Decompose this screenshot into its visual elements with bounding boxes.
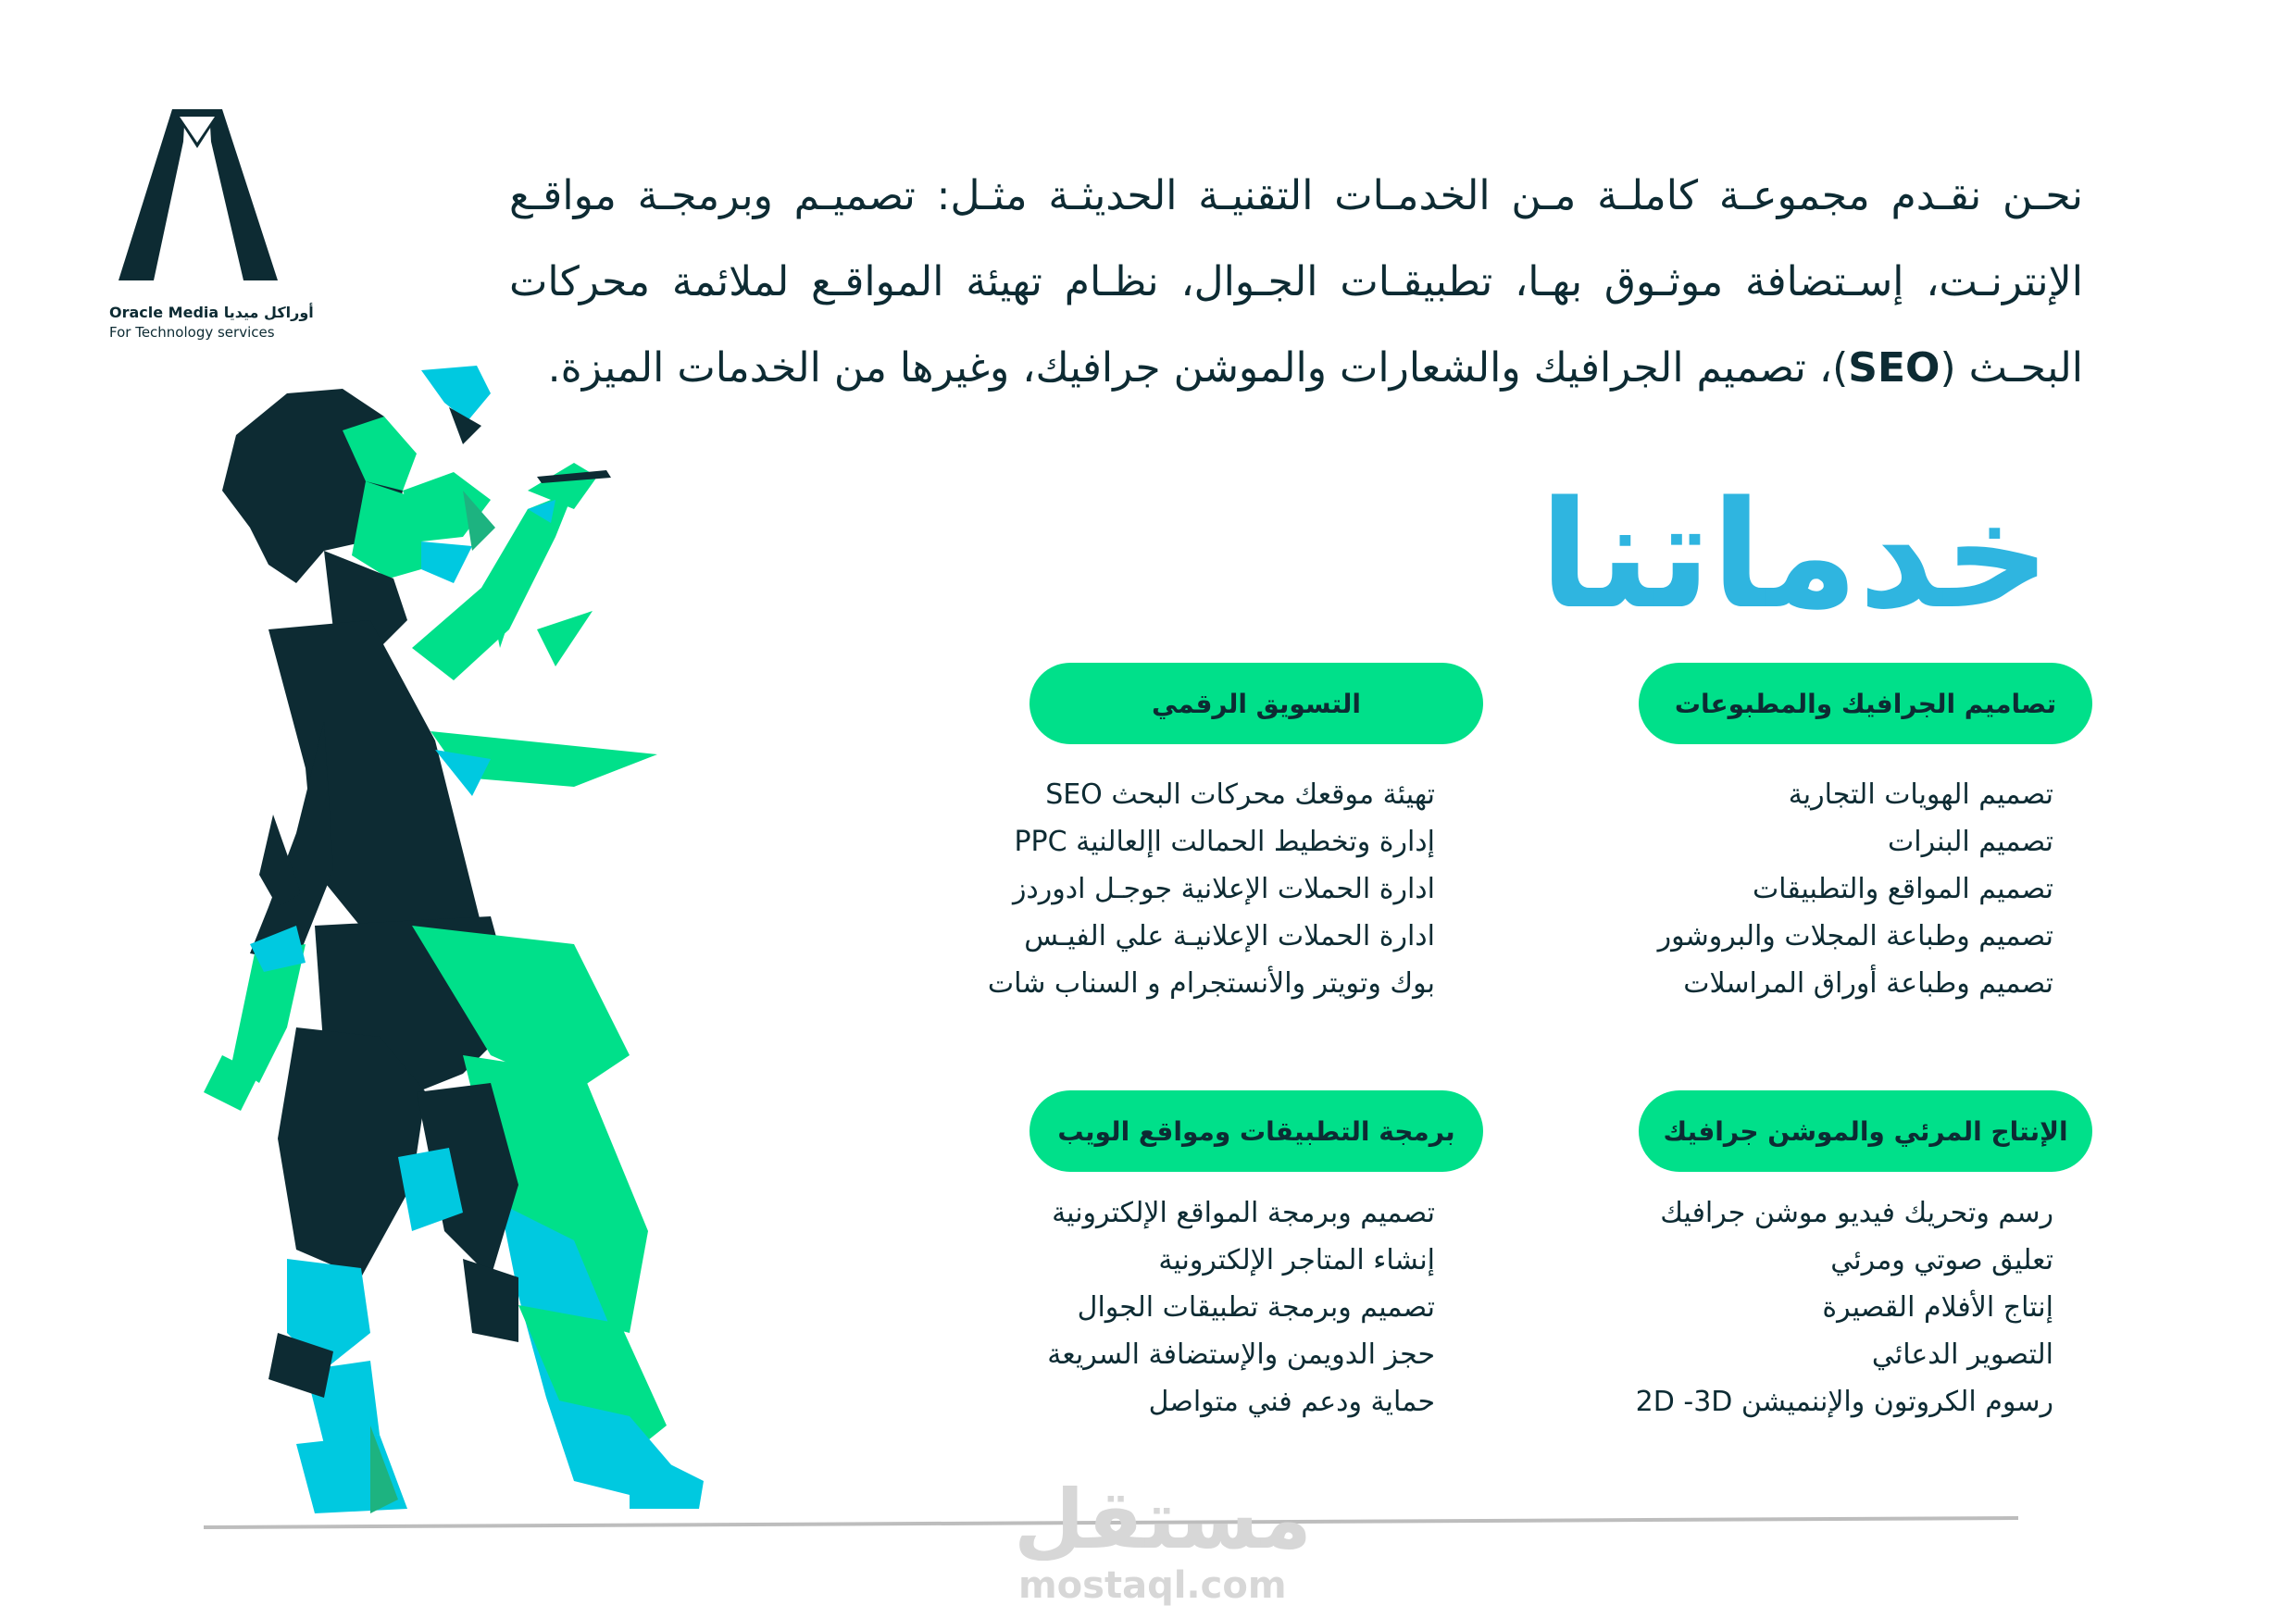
list-item: تصميم البنرات xyxy=(1888,826,2053,858)
intro-seo: SEO xyxy=(1848,344,1940,392)
list-item: تصميم وبرمجة المواقع الإلكترونية xyxy=(1052,1197,1435,1229)
list-item: تصميم وبرمجة تطبيقات الجوال xyxy=(1077,1291,1435,1324)
list-item: تصميم المواقع والتطبيقات xyxy=(1752,873,2053,905)
service-title-marketing: التسويق الرقمي xyxy=(1029,663,1483,744)
logo-brand-ar: أوراكل ميديا xyxy=(223,304,314,321)
list-item: بوك وتويتر والأنستجرام و السناب شات xyxy=(987,967,1435,1000)
intro-text-part1: نحـن نقـدم مجموعـة كاملـة مـن الخدمـات التقنيـة الحديثـة مثـل: تصميـم وبرمجـة مواقـع الإنترنـت، إسـتضافة موثـوق بهـا، تطبيقـات الجـوال، نظـام تهيئة المواقـع لملائمة محركات البحـث ( xyxy=(509,172,2083,392)
intro-text-part2: )، تصميم الجرافيك والشعارات والموشن جرافيك، وغيرها من الخدمات الميزة. xyxy=(547,344,1849,392)
logo-brand-en: Oracle Media xyxy=(109,304,219,321)
oracle-media-logo-mark xyxy=(119,109,294,285)
list-item: حماية ودعم فني متواصل xyxy=(1148,1386,1435,1418)
service-list-graphic xyxy=(1658,771,2053,1007)
page-title: خدماتنا xyxy=(1539,468,2051,641)
watermark-arabic: مستقل xyxy=(1014,1472,1312,1567)
list-item: تعليق صوتي ومرئي xyxy=(1830,1244,2053,1276)
service-list-video xyxy=(1636,1189,2053,1425)
list-item: إنشاء المتاجر الإلكترونية xyxy=(1158,1244,1435,1276)
list-item: ادارة الحملات الإعلانيـة علي الفيـس xyxy=(1024,920,1435,952)
logo-brand xyxy=(109,304,314,321)
list-item: حجز الدويمن والإستضافة السريعة xyxy=(1047,1338,1435,1371)
list-item: تصميم وطباعة أوراق المراسلات xyxy=(1683,967,2053,1000)
list-item: تصميم وطباعة المجلات والبروشور xyxy=(1657,920,2053,952)
list-item: رسم وتحريك فيديو موشن جرافيك xyxy=(1660,1197,2053,1229)
watermark-url: mostaql.com xyxy=(1018,1564,1287,1607)
list-item: إنتاج الأفلام القصيرة xyxy=(1822,1291,2053,1324)
list-item: تهيئة موقعك محركات البحث SEO xyxy=(1045,778,1435,811)
service-title-video: الإنتاج المرئي والموشن جرافيك xyxy=(1639,1090,2092,1172)
list-item: التصوير الدعائي xyxy=(1871,1338,2053,1371)
list-item: رسوم الكروتون والإننميشن 2D -3D xyxy=(1635,1386,2053,1418)
list-item: تصميم الهويات التجارية xyxy=(1788,778,2053,811)
logo xyxy=(109,109,314,341)
service-list-web xyxy=(1047,1189,1435,1425)
service-list-marketing xyxy=(988,771,1435,1007)
woman-illustration xyxy=(185,352,880,1527)
service-title-web: برمجة التطبيقات ومواقع الويب xyxy=(1029,1090,1483,1172)
logo-tagline: For Technology services xyxy=(109,324,275,341)
list-item: ادارة الحملات الإعلانية جوجـل ادوردز xyxy=(1012,873,1435,905)
list-item: إدارة وتخطيط الحمالت اإلعالنية PPC xyxy=(1014,826,1435,858)
service-title-graphic: تصاميم الجرافيك والمطبوعات xyxy=(1639,663,2092,744)
